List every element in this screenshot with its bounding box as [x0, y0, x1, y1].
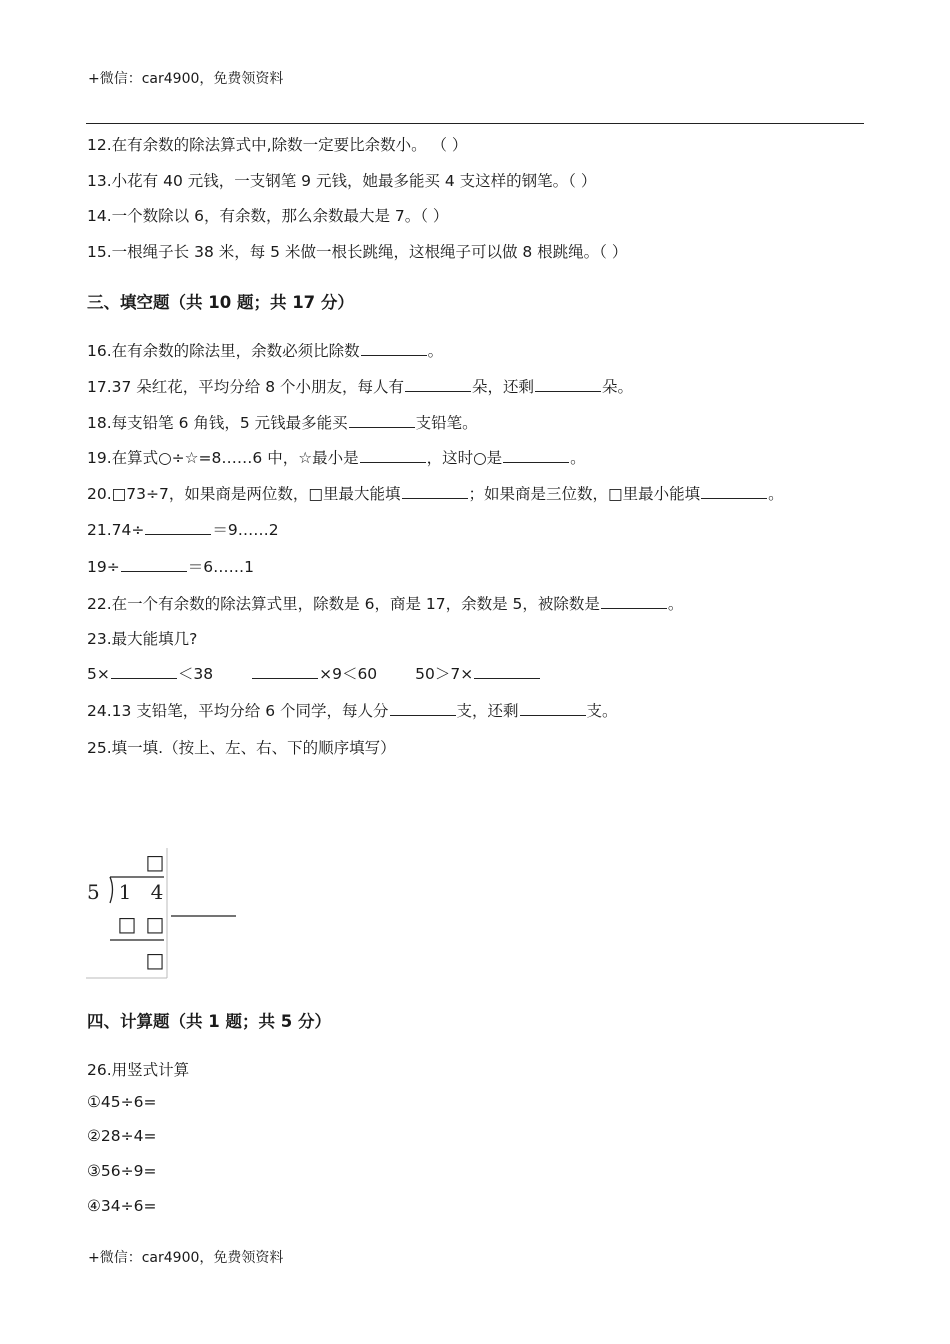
answer-blank[interactable]: [474, 664, 540, 679]
answer-blank[interactable]: [503, 448, 569, 463]
calc-item-2: ②28÷4=: [87, 1127, 157, 1145]
answer-blank[interactable]: [361, 341, 427, 356]
question-17: [87, 375, 633, 397]
answer-blank[interactable]: [390, 701, 456, 716]
q19-text-c: 。: [570, 449, 586, 467]
q21-text-d: ＝6……1: [187, 558, 254, 576]
q23-text-b: ＜38: [177, 665, 214, 683]
q18-text-b: 支铅笔。: [415, 414, 478, 432]
section-4-title: 四、计算题（共 1 题；共 5 分）: [87, 1012, 331, 1031]
division-bracket: [110, 877, 113, 903]
divisor: 5: [87, 880, 100, 904]
question-16: [87, 339, 443, 361]
question-13: 13.小花有 40 元钱，一支钢笔 9 元钱，她最多能买 4 支这样的钢笔。（ ）: [87, 172, 597, 190]
q16-text-a: 16.在有余数的除法里，余数必须比除数: [87, 342, 360, 360]
q19-text-a: 19.在算式○÷☆=8……6 中，☆最小是: [87, 449, 359, 467]
long-division-figure: [84, 845, 244, 980]
question-21-b: [87, 555, 254, 577]
q16-text-b: 。: [427, 342, 444, 360]
q24-text-b: 支，还剩: [456, 702, 519, 720]
answer-blank[interactable]: [111, 664, 177, 679]
q22-text-a: 22.在一个有余数的除法算式里，除数是 6，商是 17，余数是 5，被除数是: [87, 595, 600, 613]
answer-blank[interactable]: [520, 701, 586, 716]
q23-text-a: 5×: [87, 665, 110, 683]
q18-text-a: 18.每支铅笔 6 角钱，5 元钱最多能买: [87, 414, 348, 432]
dividend-ones: 4: [150, 880, 164, 904]
q17-text-a: 17.37 朵红花，平均分给 8 个小朋友，每人有: [87, 378, 405, 396]
q17-text-b: 朵，还剩: [472, 378, 535, 396]
product-tens-box[interactable]: □: [117, 912, 137, 936]
question-12: 12.在有余数的除法算式中,除数一定要比余数小。 （ ）: [87, 136, 468, 154]
q21-text-c: 19÷: [87, 558, 120, 576]
answer-blank[interactable]: [601, 594, 667, 609]
answer-blank[interactable]: [145, 520, 211, 535]
answer-blank[interactable]: [349, 413, 415, 428]
product-ones-box[interactable]: □: [145, 912, 165, 936]
q24-text-c: 支。: [586, 702, 618, 720]
q20-text-c: 。: [768, 485, 784, 503]
footer-note: +微信：car4900，免费领资料: [88, 1250, 284, 1266]
q24-text-a: 24.13 支铅笔，平均分给 6 个同学，每人分: [87, 702, 389, 720]
calc-item-4: ④34÷6=: [87, 1197, 157, 1215]
question-24: [87, 699, 618, 721]
answer-blank[interactable]: [701, 484, 767, 499]
question-14: 14.一个数除以 6，有余数，那么余数最大是 7。（ ）: [87, 207, 449, 225]
calc-item-3: ③56÷9=: [87, 1162, 157, 1180]
section-3-title: 三、填空题（共 10 题；共 17 分）: [87, 293, 354, 312]
q20-text-a: 20.□73÷7，如果商是两位数，□里最大能填: [87, 485, 401, 503]
answer-blank[interactable]: [405, 377, 471, 392]
question-15: 15.一根绳子长 38 米，每 5 米做一根长跳绳，这根绳子可以做 8 根跳绳。（ ）: [87, 243, 628, 261]
q23-text-d: 50＞7×: [415, 665, 474, 683]
question-23-items: [87, 662, 541, 684]
question-26-title: 26.用竖式计算: [87, 1061, 190, 1079]
q19-text-b: ，这时○是: [426, 449, 503, 467]
question-23-title: 23.最大能填几?: [87, 630, 198, 648]
answer-blank[interactable]: [121, 557, 187, 572]
answer-blank[interactable]: [360, 448, 426, 463]
answer-blank[interactable]: [535, 377, 601, 392]
q21-text-a: 21.74÷: [87, 521, 145, 539]
q20-text-b: ；如果商是三位数，□里最小能填: [468, 485, 701, 503]
q23-text-c: ×9＜60: [319, 665, 378, 683]
answer-blank[interactable]: [402, 484, 468, 499]
q22-text-b: 。: [667, 595, 684, 613]
question-21-a: [87, 518, 279, 540]
answer-blank[interactable]: [252, 664, 318, 679]
header-divider: [86, 123, 864, 124]
dividend-tens: 1: [118, 880, 132, 904]
header-note: +微信：car4900，免费领资料: [88, 71, 284, 87]
calc-item-1: ①45÷6=: [87, 1093, 157, 1111]
question-25-title: 25.填一填.（按上、左、右、下的顺序填写）: [87, 739, 396, 757]
q21-text-b: ＝9……2: [212, 521, 279, 539]
remainder-box[interactable]: □: [145, 948, 165, 972]
question-20: [87, 482, 784, 504]
question-19: [87, 446, 586, 468]
q17-text-c: 朵。: [602, 378, 634, 396]
quotient-box[interactable]: □: [145, 850, 165, 874]
question-22: [87, 592, 683, 614]
question-18: [87, 411, 478, 433]
